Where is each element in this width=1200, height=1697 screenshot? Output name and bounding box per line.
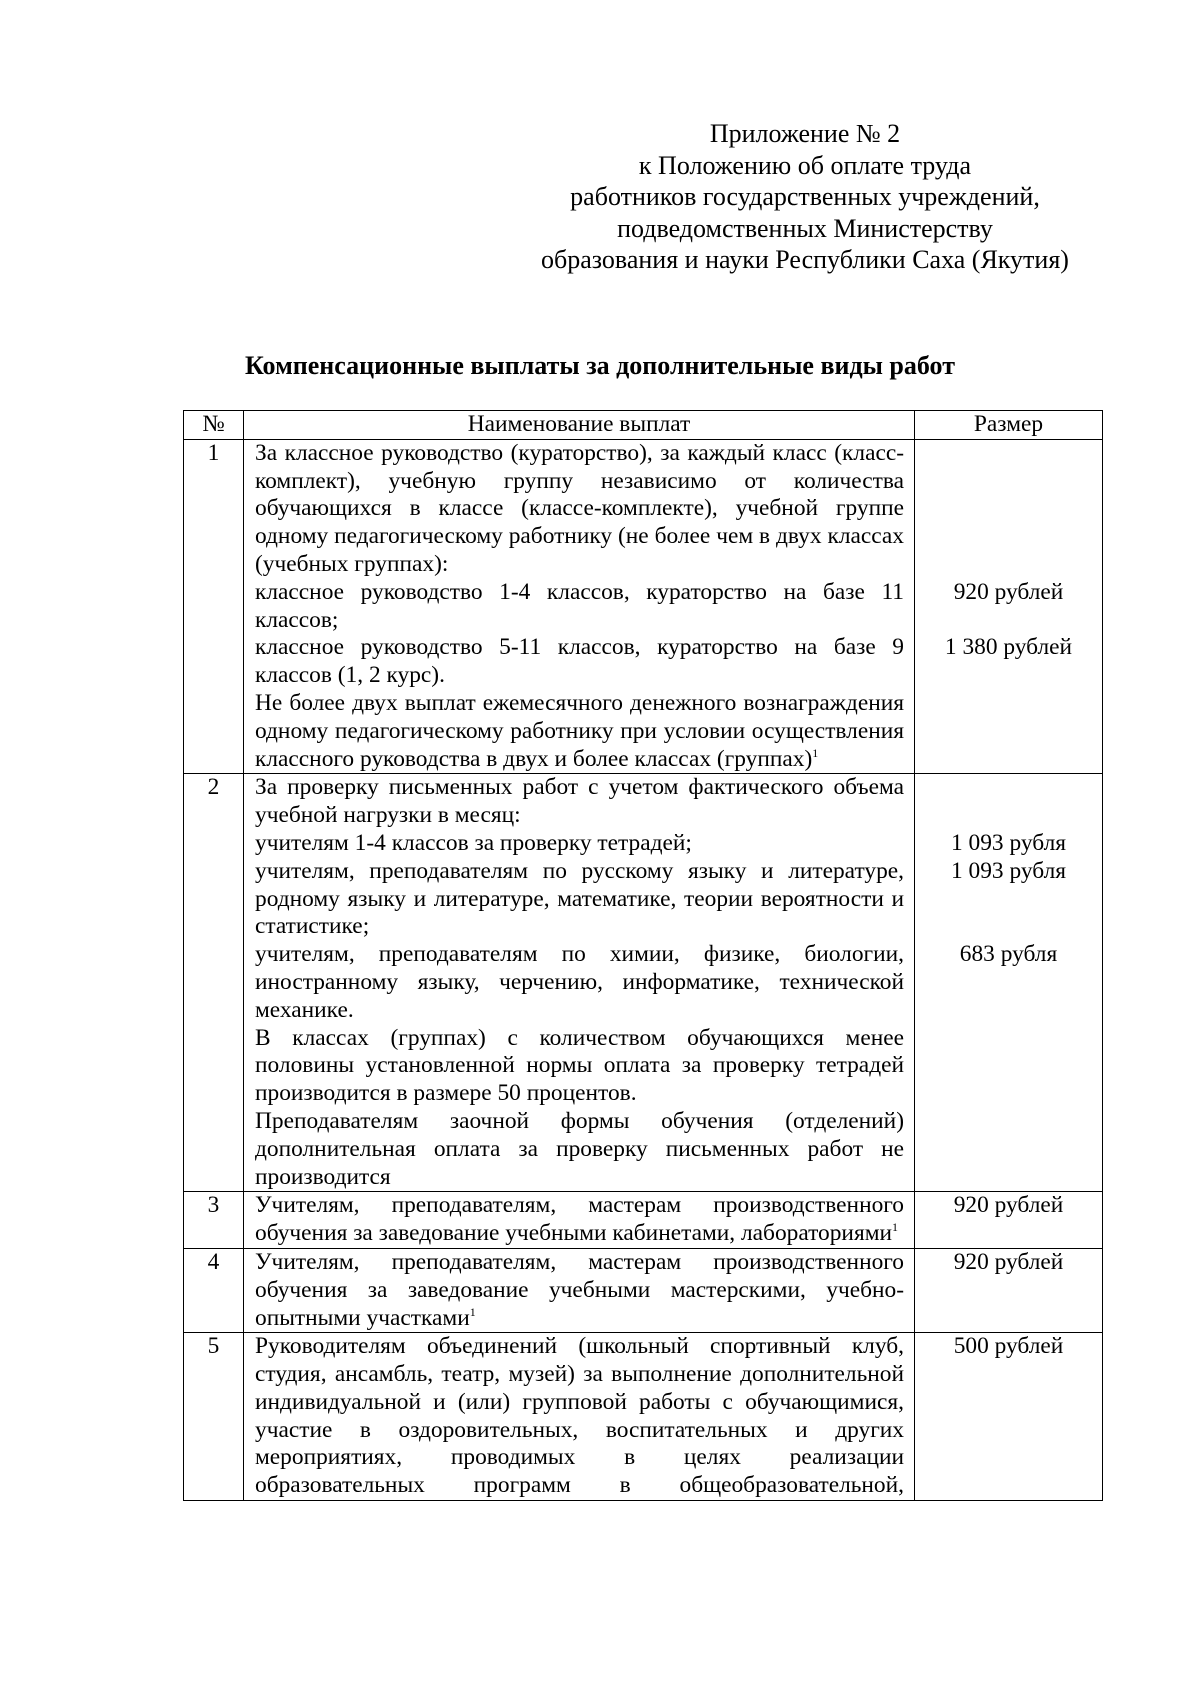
header-name: Наименование выплат	[244, 411, 915, 440]
row-name-cell	[244, 1248, 915, 1332]
row-size-cell	[915, 774, 1103, 1192]
row-amount: 1 093 рубля	[951, 829, 1066, 856]
row-number: 3	[184, 1192, 244, 1249]
row-paragraph-text: Учителям, преподавателям, мастерам производственного обучения за заведование учебными кабинетами, лабораториями	[255, 1192, 904, 1247]
header-number: №	[184, 411, 244, 440]
row-paragraph: классное руководство 1-4 классов, кураторство на базе 11 классов;	[255, 578, 904, 633]
appendix-line: к Положению об оплате труда	[638, 150, 972, 180]
row-paragraph	[255, 690, 904, 773]
document-title: Компенсационные выплаты за дополнительные виды работ	[245, 351, 955, 380]
table-row	[184, 1248, 1103, 1332]
table-header-row	[184, 411, 1103, 440]
row-amount: 920 рублей	[915, 1248, 1103, 1332]
header-size: Размер	[915, 411, 1103, 440]
row-number: 1	[184, 439, 244, 774]
row-paragraph: учителям, преподавателям по химии, физике, биологии, иностранному языку, черчению, информатике, технической механике.	[255, 941, 904, 1023]
row-paragraph-text: Учителям, преподавателям, мастерам производственного обучения за заведование учебными мастерскими, учебно-опытными участками	[255, 1248, 904, 1331]
row-paragraph: учителям, преподавателям по русскому языку и литературе, родному языку и литературе, математике, теории вероятности и статистике;	[255, 857, 904, 940]
row-amount: 1 380 рублей	[944, 634, 1073, 661]
row-amount: 500 рублей	[915, 1333, 1103, 1501]
row-number: 2	[184, 774, 244, 1192]
row-size-cell	[915, 439, 1103, 774]
table-row	[184, 1192, 1103, 1249]
row-name-cell	[244, 1192, 915, 1249]
row-paragraph	[255, 1249, 904, 1332]
row-paragraph: За классное руководство (кураторство), за каждый класс (класс-комплект), учебную группу независимо от количества обучающихся в классе (классе-комплекте), учебной группе одному педагогическому работнику (не более чем в двух классах (учебных группах):	[255, 439, 904, 577]
row-name-cell	[244, 774, 915, 1192]
row-amount: 920 рублей	[953, 578, 1064, 605]
payments-table	[183, 410, 1103, 1501]
row-paragraph: Руководителям объединений (школьный спортивный клуб, студия, ансамбль, театр, музей) за выполнение дополнительной индивидуальной и (или) групповой работы с обучающимися, участие в оздоровительных, воспитательных и других мероприятиях, проводимых в целях реализации образовательных программ в общеобразовательной,	[255, 1333, 904, 1499]
footnote-marker: 1	[469, 1304, 476, 1319]
table-row	[184, 439, 1103, 774]
footnote-marker: 1	[812, 745, 819, 760]
appendix-header	[520, 118, 1090, 276]
appendix-line: образования и науки Республики Саха (Якутия)	[541, 245, 1069, 274]
row-name-cell	[244, 1333, 915, 1501]
row-paragraph-text: Не более двух выплат ежемесячного денежного вознаграждения одному педагогическому работнику при условии осуществления классного руководства в двух и более классах (группах)	[255, 689, 904, 772]
row-paragraph: В классах (группах) с количеством обучающихся менее половины установленной нормы оплата за проверку тетрадей производится в размере 50 процентов.	[255, 1024, 904, 1107]
row-number: 5	[184, 1333, 244, 1501]
row-amount: 1 093 рубля	[951, 857, 1066, 884]
row-paragraph: учителям 1-4 классов за проверку тетрадей;	[255, 829, 692, 856]
appendix-line: подведомственных Министерству	[617, 213, 993, 243]
row-number: 4	[184, 1248, 244, 1332]
row-name-cell	[244, 439, 915, 774]
row-paragraph: Преподавателям заочной формы обучения (отделений) дополнительная оплата за проверку письменных работ не производится	[255, 1107, 904, 1190]
row-paragraph: За проверку письменных работ с учетом фактического объема учебной нагрузки в месяц:	[255, 774, 904, 829]
row-paragraph	[255, 1192, 904, 1248]
appendix-line: Приложение № 2	[709, 119, 901, 148]
table-row	[184, 1333, 1103, 1501]
row-amount: 920 рублей	[915, 1192, 1103, 1249]
row-paragraph: классное руководство 5-11 классов, кураторство на базе 9 классов (1, 2 курс).	[255, 634, 904, 689]
appendix-line: работников государственных учреждений,	[570, 182, 1040, 211]
footnote-marker: 1	[892, 1220, 899, 1235]
table-row	[184, 774, 1103, 1192]
row-amount: 683 рубля	[959, 941, 1058, 968]
